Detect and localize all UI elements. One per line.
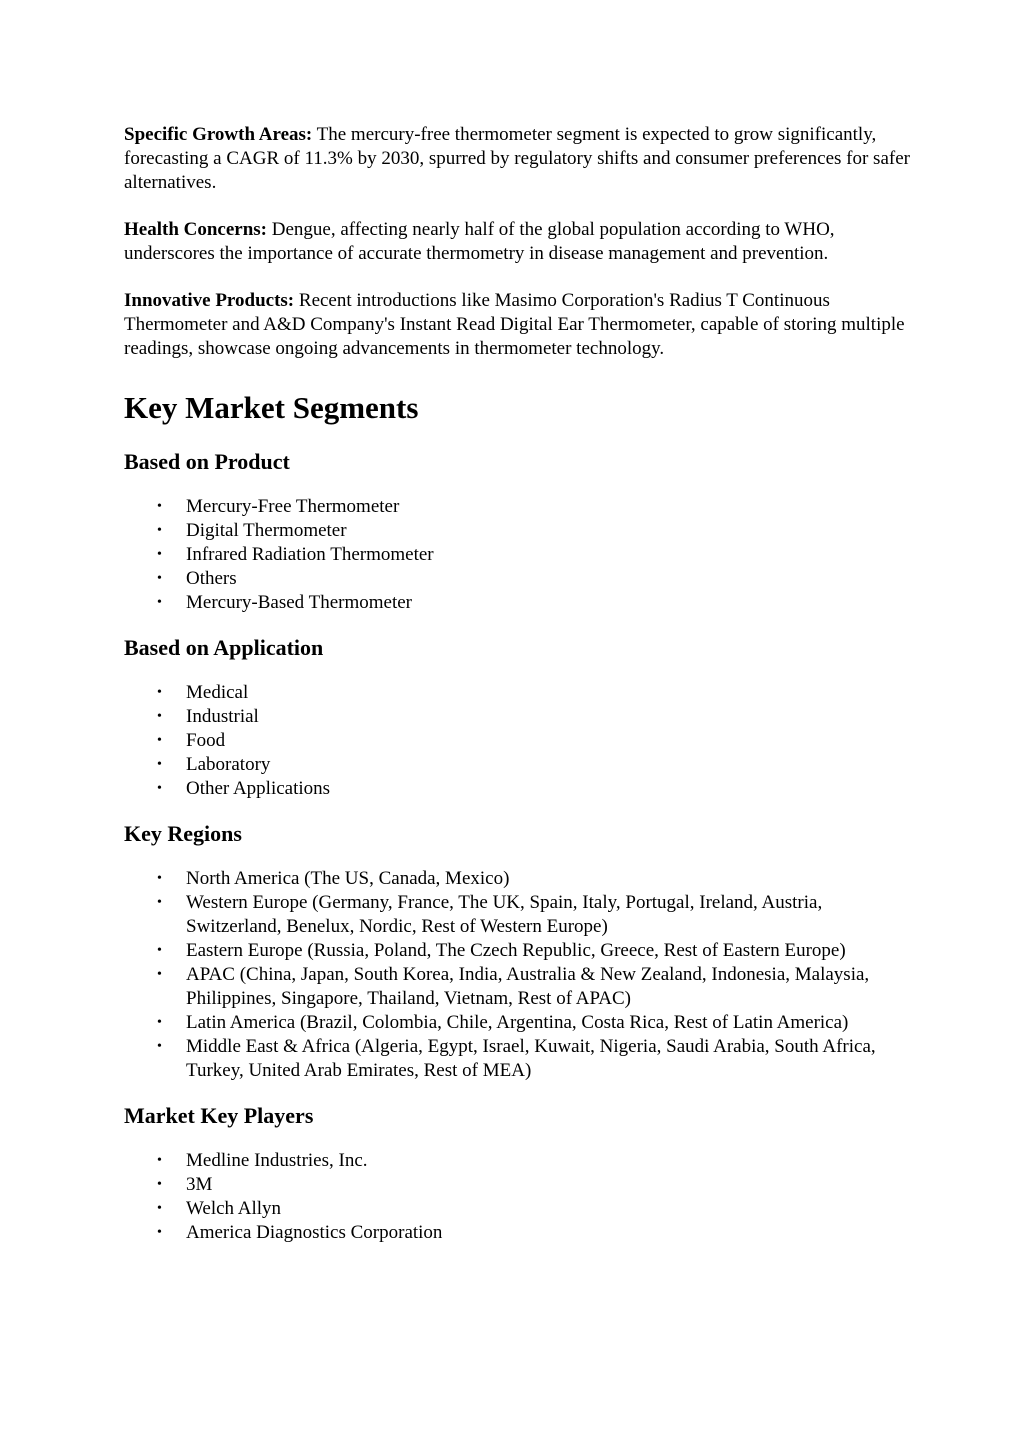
list-item: [124, 753, 914, 777]
paragraph-text: Recent introductions like Masimo Corporation's Radius T Continuous Thermometer and A&D Company's Instant Read Digital Ear Thermometer, capable of storing multiple readings, showcase ongoing advancements in thermometer technology.: [124, 290, 905, 359]
list-item-text: Mercury-Based Thermometer: [186, 592, 412, 613]
list-item-text: Others: [186, 568, 237, 589]
list-item-text: Industrial: [186, 706, 259, 727]
paragraph-label: Specific Growth Areas:: [124, 124, 313, 145]
list-item-text: Eastern Europe (Russia, Poland, The Czech Republic, Greece, Rest of Eastern Europe): [186, 940, 846, 961]
bullet-icon: •: [157, 757, 162, 772]
bullet-icon: •: [157, 733, 162, 748]
paragraph-label: Innovative Products:: [124, 290, 295, 311]
list-item-text: Digital Thermometer: [186, 520, 347, 541]
list-item-text: Other Applications: [186, 778, 331, 799]
list-item-text: Infrared Radiation Thermometer: [186, 544, 434, 565]
list-item: [124, 543, 914, 567]
section-heading-regions: Key Regions: [124, 821, 242, 846]
list-item: [124, 681, 914, 705]
paragraph-text: The mercury-free thermometer segment is expected to grow significantly, forecasting a CAGR of 11.3% by 2030, spurred by regulatory shifts and consumer preferences for safer alternatives.: [124, 124, 910, 193]
list-item-text: Mercury-Free Thermometer: [186, 496, 400, 517]
paragraph-innovative-products: [124, 289, 914, 361]
paragraph-health-concerns: [124, 218, 914, 266]
bullet-icon: •: [157, 595, 162, 610]
section-heading-players: Market Key Players: [124, 1103, 314, 1128]
bullet-icon: •: [157, 943, 162, 958]
list-item-text: America Diagnostics Corporation: [186, 1222, 443, 1243]
paragraph-label: Health Concerns:: [124, 219, 268, 240]
bullet-icon: •: [157, 571, 162, 586]
list-item: [124, 705, 914, 729]
main-heading: Key Market Segments: [124, 390, 419, 425]
list-item-text: Latin America (Brazil, Colombia, Chile, Argentina, Costa Rica, Rest of Latin America): [186, 1012, 849, 1033]
bullet-icon: •: [157, 1153, 162, 1168]
list-item: [124, 1011, 914, 1035]
bullet-icon: •: [157, 1177, 162, 1192]
bullet-icon: •: [157, 709, 162, 724]
list-item: [124, 591, 914, 615]
bullet-icon: •: [157, 499, 162, 514]
list-item: [124, 1149, 914, 1173]
list-item: [124, 1221, 914, 1245]
list-item: [124, 729, 914, 753]
list-item: [124, 963, 914, 1011]
list-item: [124, 777, 914, 801]
list-item-text: Western Europe (Germany, France, The UK, Spain, Italy, Portugal, Ireland, Austria, Switzerland, Benelux, Nordic, Rest of Western Europe): [186, 892, 823, 937]
list-item: [124, 939, 914, 963]
list-item: [124, 1197, 914, 1221]
bullet-icon: •: [157, 547, 162, 562]
list-item-text: Medical: [186, 682, 249, 703]
bullet-icon: •: [157, 1201, 162, 1216]
document-page: [124, 123, 914, 1265]
list-item-text: 3M: [186, 1174, 213, 1195]
list-item: [124, 567, 914, 591]
list-item: [124, 891, 914, 939]
list-item: [124, 1173, 914, 1197]
list-application: [124, 681, 914, 801]
list-item: [124, 867, 914, 891]
list-product: [124, 495, 914, 615]
list-item-text: APAC (China, Japan, South Korea, India, Australia & New Zealand, Indonesia, Malaysia, Philippines, Singapore, Thailand, Vietnam, Rest of APAC): [186, 964, 870, 1009]
list-item: [124, 519, 914, 543]
bullet-icon: •: [157, 895, 162, 910]
list-item-text: Welch Allyn: [186, 1198, 282, 1219]
bullet-icon: •: [157, 1039, 162, 1054]
paragraph-text: Dengue, affecting nearly half of the global population according to WHO, underscores the importance of accurate thermometry in disease management and prevention.: [124, 219, 835, 264]
bullet-icon: •: [157, 1225, 162, 1240]
list-item: [124, 495, 914, 519]
list-item-text: Middle East & Africa (Algeria, Egypt, Israel, Kuwait, Nigeria, Saudi Arabia, South Africa, Turkey, United Arab Emirates, Rest of MEA): [186, 1036, 876, 1081]
bullet-icon: •: [157, 871, 162, 886]
section-heading-application: Based on Application: [124, 635, 324, 660]
bullet-icon: •: [157, 523, 162, 538]
list-item-text: Laboratory: [186, 754, 271, 775]
section-heading-product: Based on Product: [124, 449, 290, 474]
bullet-icon: •: [157, 685, 162, 700]
paragraph-growth-areas: [124, 123, 914, 195]
list-players: [124, 1149, 914, 1245]
list-item: [124, 1035, 914, 1083]
bullet-icon: •: [157, 781, 162, 796]
list-item-text: North America (The US, Canada, Mexico): [186, 868, 510, 889]
bullet-icon: •: [157, 1015, 162, 1030]
list-item-text: Food: [186, 730, 226, 751]
list-item-text: Medline Industries, Inc.: [186, 1150, 368, 1171]
list-regions: [124, 867, 914, 1083]
bullet-icon: •: [157, 967, 162, 982]
